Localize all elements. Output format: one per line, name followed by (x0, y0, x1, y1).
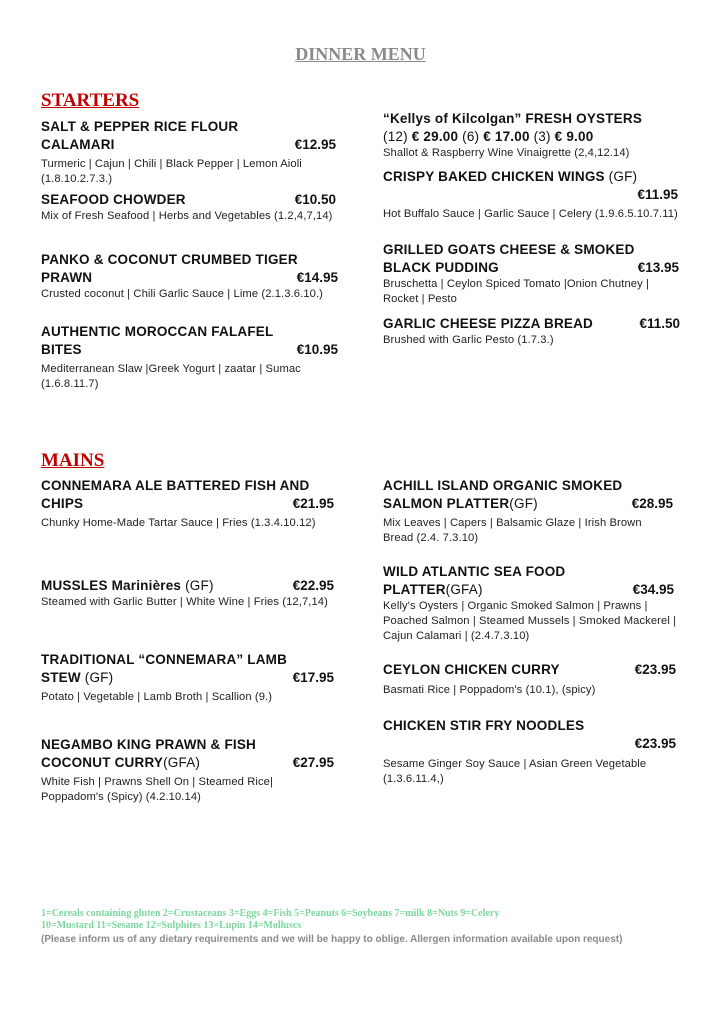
allergen-legend (41, 908, 691, 932)
item-price: €23.95 (634, 736, 676, 751)
item-dietary-tag: (GFA) (445, 582, 483, 597)
item-name: NEGAMBO KING PRAWN & FISH (41, 737, 257, 752)
item-dietary-tag: (GF) (181, 578, 214, 593)
item-description: Brushed with Garlic Pesto (1.7.3.) (383, 334, 554, 346)
item-name-cont: CHIPS (41, 496, 84, 511)
item-description: Sesame Ginger Soy Sauce | Asian Green Vegetable (1.3.6.11.4,) (383, 758, 647, 785)
menu-item (383, 315, 680, 348)
menu-item (41, 651, 334, 705)
item-name: “Kellys of Kilcolgan” FRESH OYSTERS (383, 111, 643, 126)
menu-item (383, 168, 678, 222)
item-name: CRISPY BAKED CHICKEN WINGS (383, 169, 605, 184)
item-name: TRADITIONAL “CONNEMARA” LAMB (41, 652, 288, 667)
item-name: CEYLON CHICKEN CURRY (383, 662, 560, 677)
item-price: €11.95 (637, 187, 678, 202)
menu-item (383, 110, 683, 161)
menu-item (383, 717, 676, 787)
item-description: Turmeric | Cajun | Chili | Black Pepper | Lemon Aioli (1.8.10.2.7.3.) (41, 158, 302, 185)
item-name-cont: COCONUT CURRY (41, 755, 164, 770)
item-name: SEAFOOD CHOWDER (41, 192, 186, 207)
menu-title: DINNER MENU (295, 44, 426, 64)
item-price: €13.95 (637, 260, 679, 275)
item-price: €17.95 (292, 670, 334, 685)
item-description: Mix Leaves | Capers | Balsamic Glaze | Irish Brown Bread (2.4. 7.3.10) (383, 517, 642, 544)
item-name: GRILLED GOATS CHEESE & SMOKED (383, 242, 635, 257)
item-description: Bruschetta | Ceylon Spiced Tomato |Onion Chutney | Rocket | Pesto (383, 278, 649, 305)
item-description: Mediterranean Slaw |Greek Yogurt | zaatar | Sumac (1.6.8.11.7) (41, 363, 301, 390)
price-6: € 17.00 (479, 129, 534, 144)
allergen-legend-line-1: 1=Cereals containing gluten 2=Crustaceans 3=Eggs 4=Fish 5=Peanuts 6=Soybeans 7=milk 8=Nuts 9=Celery (41, 908, 500, 919)
price-3: € 9.00 (550, 129, 594, 144)
item-name-cont: PRAWN (41, 270, 93, 285)
menu-item (383, 563, 678, 644)
menu-item (41, 251, 338, 302)
menu-item (41, 736, 334, 805)
item-price: €21.95 (292, 496, 334, 511)
item-name-cont: BITES (41, 342, 82, 357)
item-description: White Fish | Prawns Shell On | Steamed Rice| Poppadom's (Spicy) (4.2.10.14) (41, 776, 273, 803)
menu-item (41, 118, 336, 187)
item-price: €34.95 (632, 582, 674, 597)
starters-heading: STARTERS (41, 90, 140, 111)
menu-item (41, 477, 334, 531)
item-price: €11.50 (639, 316, 680, 331)
menu-item (41, 191, 336, 224)
item-name-cont: PLATTER (383, 582, 446, 597)
item-price: €28.95 (631, 496, 673, 511)
item-name: AUTHENTIC MOROCCAN FALAFEL (41, 324, 274, 339)
item-price: €10.95 (296, 342, 338, 357)
item-name: MUSSLES Marinières (41, 578, 182, 593)
item-name: GARLIC CHEESE PIZZA BREAD (383, 316, 594, 331)
quantity-12: (12) (383, 129, 408, 144)
item-name-cont: STEW (41, 670, 81, 685)
menu-item (383, 477, 673, 546)
item-name: CHICKEN STIR FRY NOODLES (383, 718, 585, 733)
item-name: PANKO & COCONUT CRUMBED TIGER (41, 252, 298, 267)
item-price: €12.95 (294, 137, 336, 152)
item-description: Mix of Fresh Seafood | Herbs and Vegetables (1.2,4,7,14) (41, 210, 333, 222)
item-description: Chunky Home-Made Tartar Sauce | Fries (1.3.4.10.12) (41, 517, 316, 529)
item-description: Hot Buffalo Sauce | Garlic Sauce | Celery (1.9.6.5.10.7.11) (383, 208, 678, 220)
menu-item (383, 241, 679, 307)
item-dietary-tag: (GF) (604, 169, 638, 184)
menu-item (41, 323, 338, 392)
item-name: ACHILL ISLAND ORGANIC SMOKED (383, 478, 623, 493)
allergen-legend-line-2: 10=Mustard 11=Sesame 12=Sulphites 13=Lupin 14=Molluscs (41, 920, 302, 931)
mains-heading: MAINS (41, 450, 105, 471)
item-name-cont: BLACK PUDDING (383, 260, 499, 275)
item-description: Basmati Rice | Poppadom's (10.1), (spicy) (383, 684, 596, 696)
item-description: Potato | Vegetable | Lamb Broth | Scallion (9.) (41, 691, 273, 703)
quantity-3: (3) (533, 129, 551, 144)
item-dietary-tag: (GF) (509, 496, 538, 511)
menu-item (41, 577, 334, 610)
item-price: €27.95 (292, 755, 334, 770)
item-name: SALT & PEPPER RICE FLOUR (41, 119, 239, 134)
item-price: €10.50 (294, 192, 336, 207)
item-description: Shallot & Raspberry Wine Vinaigrette (2,4,12.14) (383, 147, 630, 159)
item-description: Steamed with Garlic Butter | White Wine | Fries (12,7,14) (41, 596, 328, 608)
item-price: €22.95 (292, 578, 334, 593)
item-name-cont: CALAMARI (41, 137, 115, 152)
item-name: WILD ATLANTIC SEA FOOD (383, 564, 566, 579)
price-12: € 29.00 (407, 129, 463, 144)
item-description: Crusted coconut | Chili Garlic Sauce | Lime (2.1.3.6.10.) (41, 288, 324, 300)
item-description: Kelly's Oysters | Organic Smoked Salmon | Prawns | Poached Salmon | Steamed Mussels | Smoked Mackerel | Cajun Calamari | (2.4.7.3.10) (383, 600, 677, 642)
dietary-note: (Please inform us of any dietary requirements and we will be happy to oblige. Allergen information available upon request) (41, 934, 623, 945)
item-dietary-tag: (GF) (80, 670, 114, 685)
item-price: €23.95 (634, 662, 676, 677)
menu-item (383, 661, 676, 698)
item-name-cont: SALMON PLATTER (383, 496, 510, 511)
item-dietary-tag: (GFA) (163, 755, 201, 770)
item-name: CONNEMARA ALE BATTERED FISH AND (41, 478, 310, 493)
item-price: €14.95 (296, 270, 338, 285)
quantity-6: (6) (462, 129, 480, 144)
